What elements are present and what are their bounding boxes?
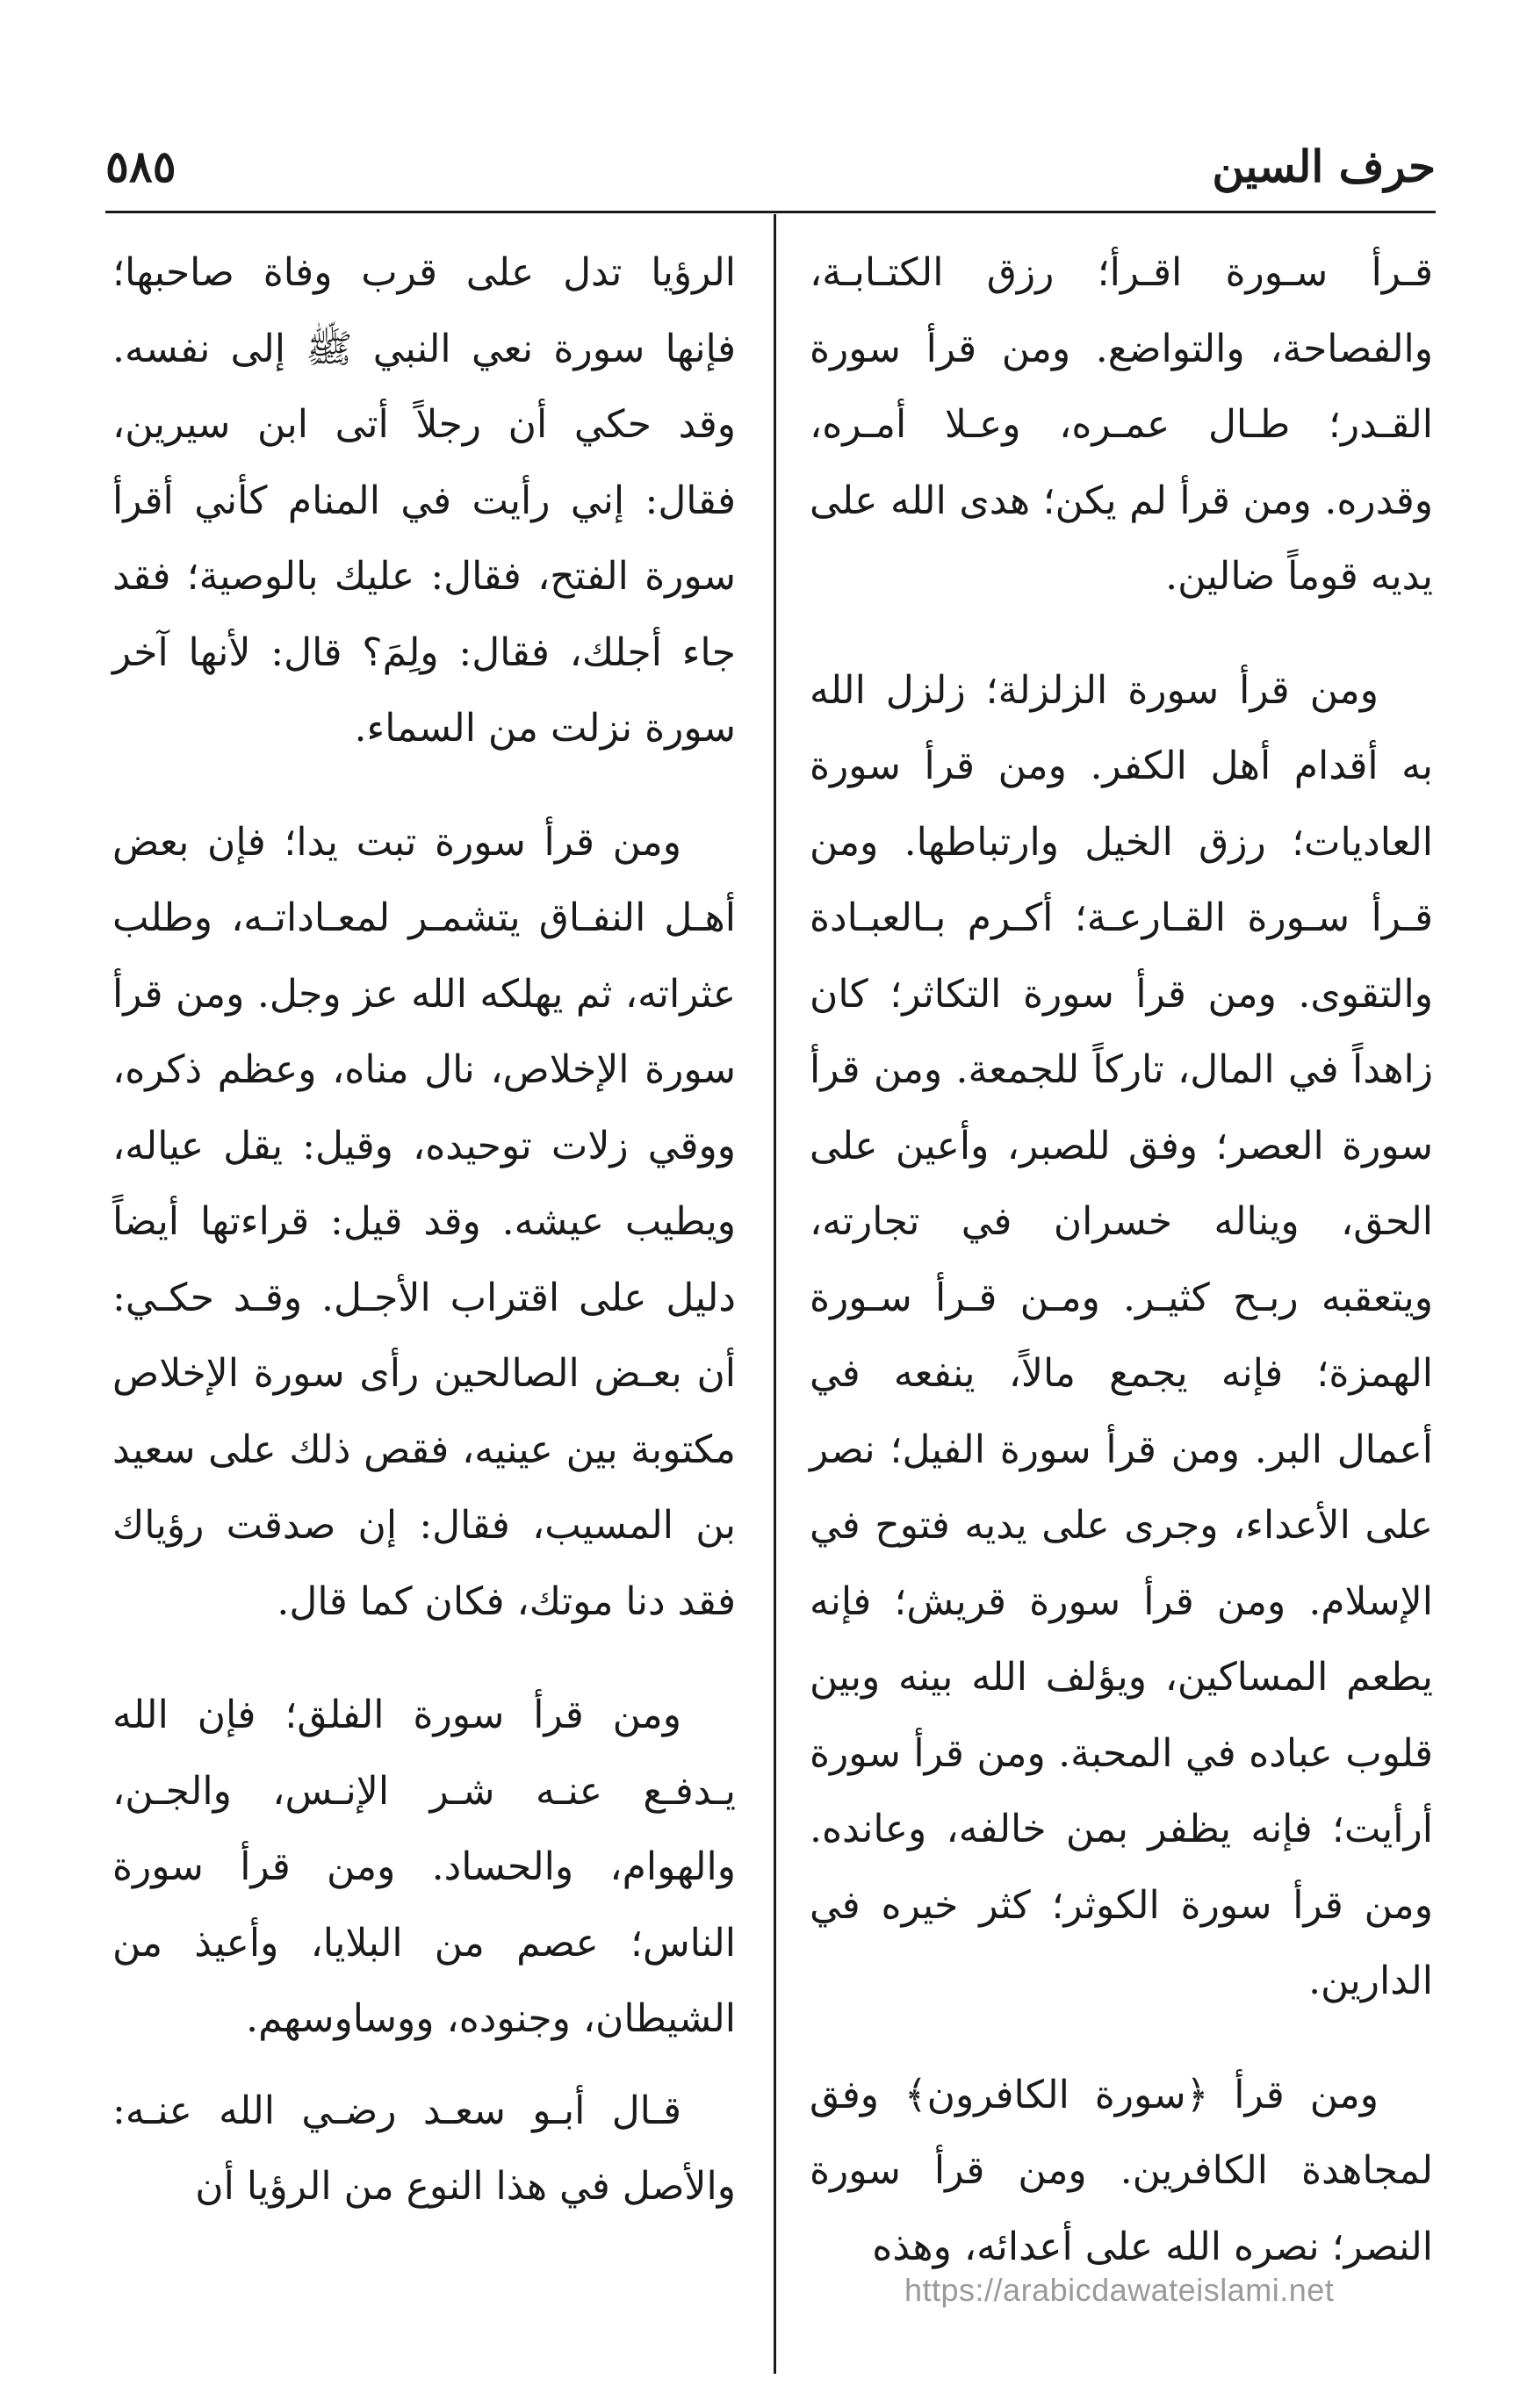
paragraph: قـال أبـو سعـد رضـي الله عنـه: والأصل في هذا النوع من الرؤيا أن: [112, 2088, 736, 2209]
watermark: https://arabicdawateislami.net: [904, 2272, 1335, 2308]
left-column: [112, 235, 736, 2263]
page-header: [105, 140, 1436, 211]
right-column: [810, 235, 1433, 2323]
page-number: ٥٨٥: [105, 140, 176, 192]
paragraph: الرؤيا تدل على قرب وفاة صاحبها؛ فإنها سورة نعي النبي ﷺ إلى نفسه. وقد حكي أن رجلاً أتى ابن سيرين، فقال: إني رأيت في المنام كأني أقرأ سورة الفتح، فقال: عليك بالوصية؛ فقد جاء أجلك، فقال: ولِمَ؟ قال: لأنها آخر سورة نزلت من السماء.: [112, 250, 736, 751]
column-divider: [774, 214, 776, 2374]
paragraph: قـرأ سـورة اقـرأ؛ رزق الكتـابـة، والفصاحة، والتواضع. ومن قرأ سورة القـدر؛ طـال عمـره، وعـلا أمـره، وقدره. ومن قرأ لم يكن؛ هدى الله على يديه قوماً ضالين.: [810, 250, 1433, 599]
paragraph: ومن قرأ سورة الفلق؛ فإن الله يـدفـع عنـه شـر الإنـس، والجـن، والهوام، والحساد. ومن قرأ سورة الناس؛ عصم من البلايا، وأعيذ من الشيطان، وجنوده، ووساوسهم.: [112, 1693, 736, 2041]
header-rule: [105, 211, 1436, 213]
paragraph: ومن قرأ سورة تبت يدا؛ فإن بعض أهـل النفـاق يتشمـر لمعـاداتـه، وطلب عثراته، ثم يهلكه الله عز وجل. ومن قرأ سورة الإخلاص، نال مناه، وعظم ذكره، ووقي زلات توحيده، وقيل: يقل عياله، ويطيب عيشه. وقد قيل: قراءتها أيضاً دليل على اقتراب الأجـل. وقـد حكـي: أن بعـض الصالحين رأى سورة الإخلاص مكتوبة بين عينيه، فقص ذلك على سعيد بن المسيب، فقال: إن صدقت رؤياك فقد دنا موتك، فكان كما قال.: [112, 819, 736, 1624]
chapter-title: حرف السين: [1212, 140, 1436, 192]
paragraph: ومن قرأ ﴿سورة الكافرون﴾ وفق لمجاهدة الكافرين. ومن قرأ سورة النصر؛ نصره الله على أعدائه، وهذه: [810, 2072, 1433, 2269]
paragraph: ومن قرأ سورة الزلزلة؛ زلزل الله به أقدام أهل الكفر. ومن قرأ سورة العاديات؛ رزق الخيل وارتباطها. ومن قـرأ سـورة القـارعـة؛ أكـرم بـالعبـادة والتقوى. ومن قرأ سورة التكاثر؛ كان زاهداً في المال، تاركاً للجمعة. ومن قرأ سورة العصر؛ وفق للصبر، وأعين على الحق، ويناله خسران في تجارته، ويتعقبه ربـح كثيـر. ومـن قـرأ سـورة الهمزة؛ فإنه يجمع مالاً، ينفعه في أعمال البر. ومن قرأ سورة الفيل؛ نصر على الأعداء، وجرى على يديه فتوح في الإسلام. ومن قرأ سورة قريش؛ فإنه يطعم المساكين، ويؤلف الله بينه وبين قلوب عباده في المحبة. ومن قرأ سورة أرأيت؛ فإنه يظفر بمن خالفه، وعانده. ومن قرأ سورة الكوثر؛ كثر خيره في الدارين.: [810, 667, 1433, 2003]
